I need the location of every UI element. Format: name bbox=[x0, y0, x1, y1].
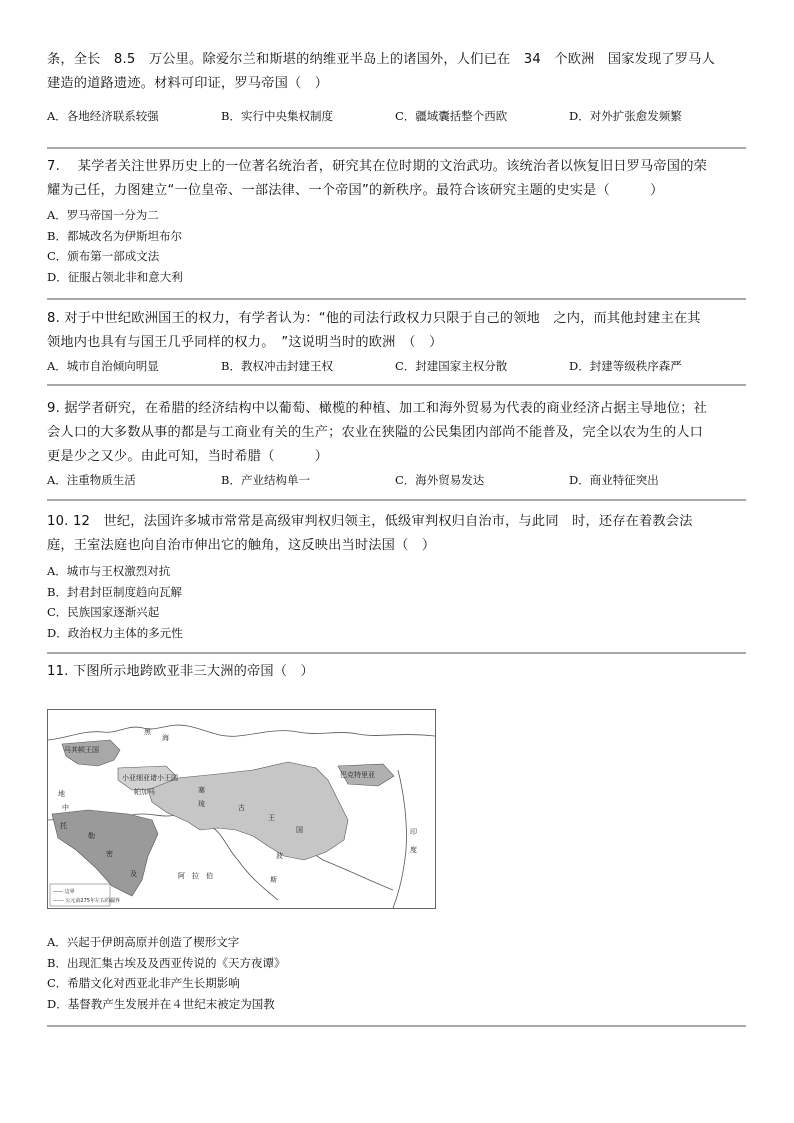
stem-line: 更是少之又少。由此可知，当时希腊（ ） bbox=[47, 449, 329, 464]
options-column bbox=[47, 932, 747, 1014]
divider bbox=[47, 1025, 746, 1027]
stem-line: 庭，王室法庭也向自治市伸出它的触角，这反映出当时法国（ ） bbox=[47, 538, 436, 553]
stem-line: 10. 12 世纪，法国许多城市常常是高级审判权归领主，低级审判权归自治市，与此同 时，还存在着教会法 bbox=[47, 514, 693, 529]
hellenistic-map bbox=[47, 709, 436, 909]
map-label: 斯 bbox=[270, 876, 277, 884]
option-a[interactable]: A．兴起于伊朗高原并创造了楔形文字 bbox=[47, 935, 240, 949]
map-label: 海 bbox=[162, 734, 169, 742]
map-label: 中 bbox=[62, 804, 69, 812]
options-row bbox=[47, 106, 747, 126]
option-c[interactable]: C．封建国家主权分散 bbox=[395, 359, 508, 373]
options-column bbox=[47, 205, 747, 287]
question-10 bbox=[47, 510, 747, 643]
options-row bbox=[47, 470, 747, 490]
option-b[interactable]: B．都城改名为伊斯坦布尔 bbox=[47, 228, 182, 243]
stem-line: 7. 某学者关注世界历史上的一位著名统治者，研究其在位时期的文治武功。该统治者以恢复旧日罗马帝国的荣 bbox=[47, 159, 707, 174]
stem-line: 领地内也具有与国王几乎同样的权力。 ”这说明当时的欧洲 （ ） bbox=[47, 335, 443, 350]
stem-line: 会人口的大多数从事的都是与工商业有关的生产；农业在狭隘的公民集团内部尚不能普及，完全以农为生的人口 bbox=[47, 425, 703, 440]
legend-entry: —— 边界 bbox=[53, 889, 75, 895]
option-b[interactable]: B．教权冲击封建王权 bbox=[221, 359, 333, 373]
divider bbox=[47, 298, 746, 300]
map-label: 古 bbox=[238, 804, 245, 812]
divider bbox=[47, 384, 746, 386]
option-a[interactable]: A．各地经济联系较强 bbox=[47, 109, 159, 123]
map-label: 印 bbox=[410, 828, 417, 836]
question-stem bbox=[47, 660, 747, 684]
question-9 bbox=[47, 397, 747, 490]
option-a[interactable]: A．城市自治倾向明显 bbox=[47, 359, 159, 373]
map-label: 国 bbox=[296, 826, 303, 834]
map-label: 地 bbox=[58, 790, 65, 798]
options-column bbox=[47, 561, 747, 643]
option-b[interactable]: B．实行中央集权制度 bbox=[221, 109, 333, 123]
option-d[interactable]: D．封建等级秩序森严 bbox=[569, 359, 682, 373]
question-stem bbox=[47, 155, 747, 203]
map-label: 马其顿王国 bbox=[64, 746, 99, 754]
stem-line: 11. 下图所示地跨欧亚非三大洲的帝国（ ） bbox=[47, 664, 314, 679]
stem-line: 耀为己任，力图建立“一位皇帝、一部法律、一个帝国”的新秩序。最符合该研究主题的史实是（ ） bbox=[47, 183, 664, 198]
question-stem bbox=[47, 307, 747, 355]
option-d[interactable]: D．基督教产生发展并在４世纪末被定为国教 bbox=[47, 996, 275, 1011]
map-label: 王 bbox=[268, 814, 275, 822]
map-label: 巴克特里亚 bbox=[340, 771, 375, 779]
divider bbox=[47, 652, 746, 654]
option-b[interactable]: B．出现汇集古埃及及西亚传说的《天方夜谭》 bbox=[47, 955, 286, 970]
question-stem bbox=[47, 397, 747, 469]
legend-entry: ------ 公元前275年左右的疆界 bbox=[53, 898, 120, 904]
stem-line: 9. 据学者研究，在希腊的经济结构中以葡萄、橄榄的种植、加工和海外贸易为代表的商业经济占据主导地位；社 bbox=[47, 401, 707, 416]
divider bbox=[47, 499, 746, 501]
option-a[interactable]: A．城市与王权激烈对抗 bbox=[47, 564, 171, 578]
options-row bbox=[47, 356, 747, 376]
stem-line: 条，全长 8.5 万公里。除爱尔兰和斯堪的纳维亚半岛上的诸国外，人们已在 34 个欧洲 国家发现了罗马人 bbox=[47, 52, 715, 67]
option-c[interactable]: C．海外贸易发达 bbox=[395, 473, 485, 487]
option-a[interactable]: A．罗马帝国一分为二 bbox=[47, 208, 159, 222]
question-8 bbox=[47, 307, 747, 376]
map-label: 波 bbox=[276, 852, 283, 860]
stem-line: 建造的道路遗迹。材料可印证，罗马帝国（ ） bbox=[47, 76, 329, 91]
question-stem bbox=[47, 510, 747, 558]
question-stem bbox=[47, 48, 747, 96]
map-drawing bbox=[48, 710, 435, 908]
question-11-options bbox=[47, 932, 747, 1014]
map-label: 密 bbox=[106, 850, 113, 858]
question-11 bbox=[47, 660, 747, 684]
seleucid-region bbox=[148, 762, 348, 860]
map-label: 勒 bbox=[88, 832, 95, 840]
map-label: 黑 bbox=[144, 728, 151, 736]
map-label: 小亚细亚诸小王国 bbox=[122, 774, 178, 782]
option-a[interactable]: A．注重物质生活 bbox=[47, 473, 136, 487]
option-d[interactable]: D．政治权力主体的多元性 bbox=[47, 625, 183, 640]
option-d[interactable]: D．对外扩张愈发频繁 bbox=[569, 109, 682, 123]
question-6 bbox=[47, 48, 747, 126]
option-c[interactable]: C．颁布第一部成文法 bbox=[47, 249, 160, 263]
question-7 bbox=[47, 155, 747, 287]
map-label: 及 bbox=[130, 870, 137, 878]
option-c[interactable]: C．民族国家逐渐兴起 bbox=[47, 605, 160, 619]
map-label: 托 bbox=[60, 822, 67, 830]
map-label: 塞 bbox=[198, 786, 205, 794]
option-d[interactable]: D．征服占领北非和意大利 bbox=[47, 269, 183, 284]
divider bbox=[47, 147, 746, 149]
option-c[interactable]: C．疆域囊括整个西欧 bbox=[395, 109, 508, 123]
ptolemaic-region bbox=[52, 810, 158, 896]
option-c[interactable]: C．希腊文化对西亚北非产生长期影响 bbox=[47, 976, 240, 990]
map-label: 琉 bbox=[198, 800, 205, 808]
option-b[interactable]: B．产业结构单一 bbox=[221, 473, 310, 487]
option-b[interactable]: B．封君封臣制度趋向瓦解 bbox=[47, 584, 182, 599]
map-label: 阿 拉 伯 bbox=[178, 872, 213, 880]
map-label: 度 bbox=[410, 846, 417, 854]
option-d[interactable]: D．商业特征突出 bbox=[569, 473, 659, 487]
map-label: 帕加马 bbox=[134, 788, 155, 796]
stem-line: 8. 对于中世纪欧洲国王的权力，有学者认为：“他的司法行政权力只限于自己的领地 之内，而其他封建主在其 bbox=[47, 311, 701, 326]
